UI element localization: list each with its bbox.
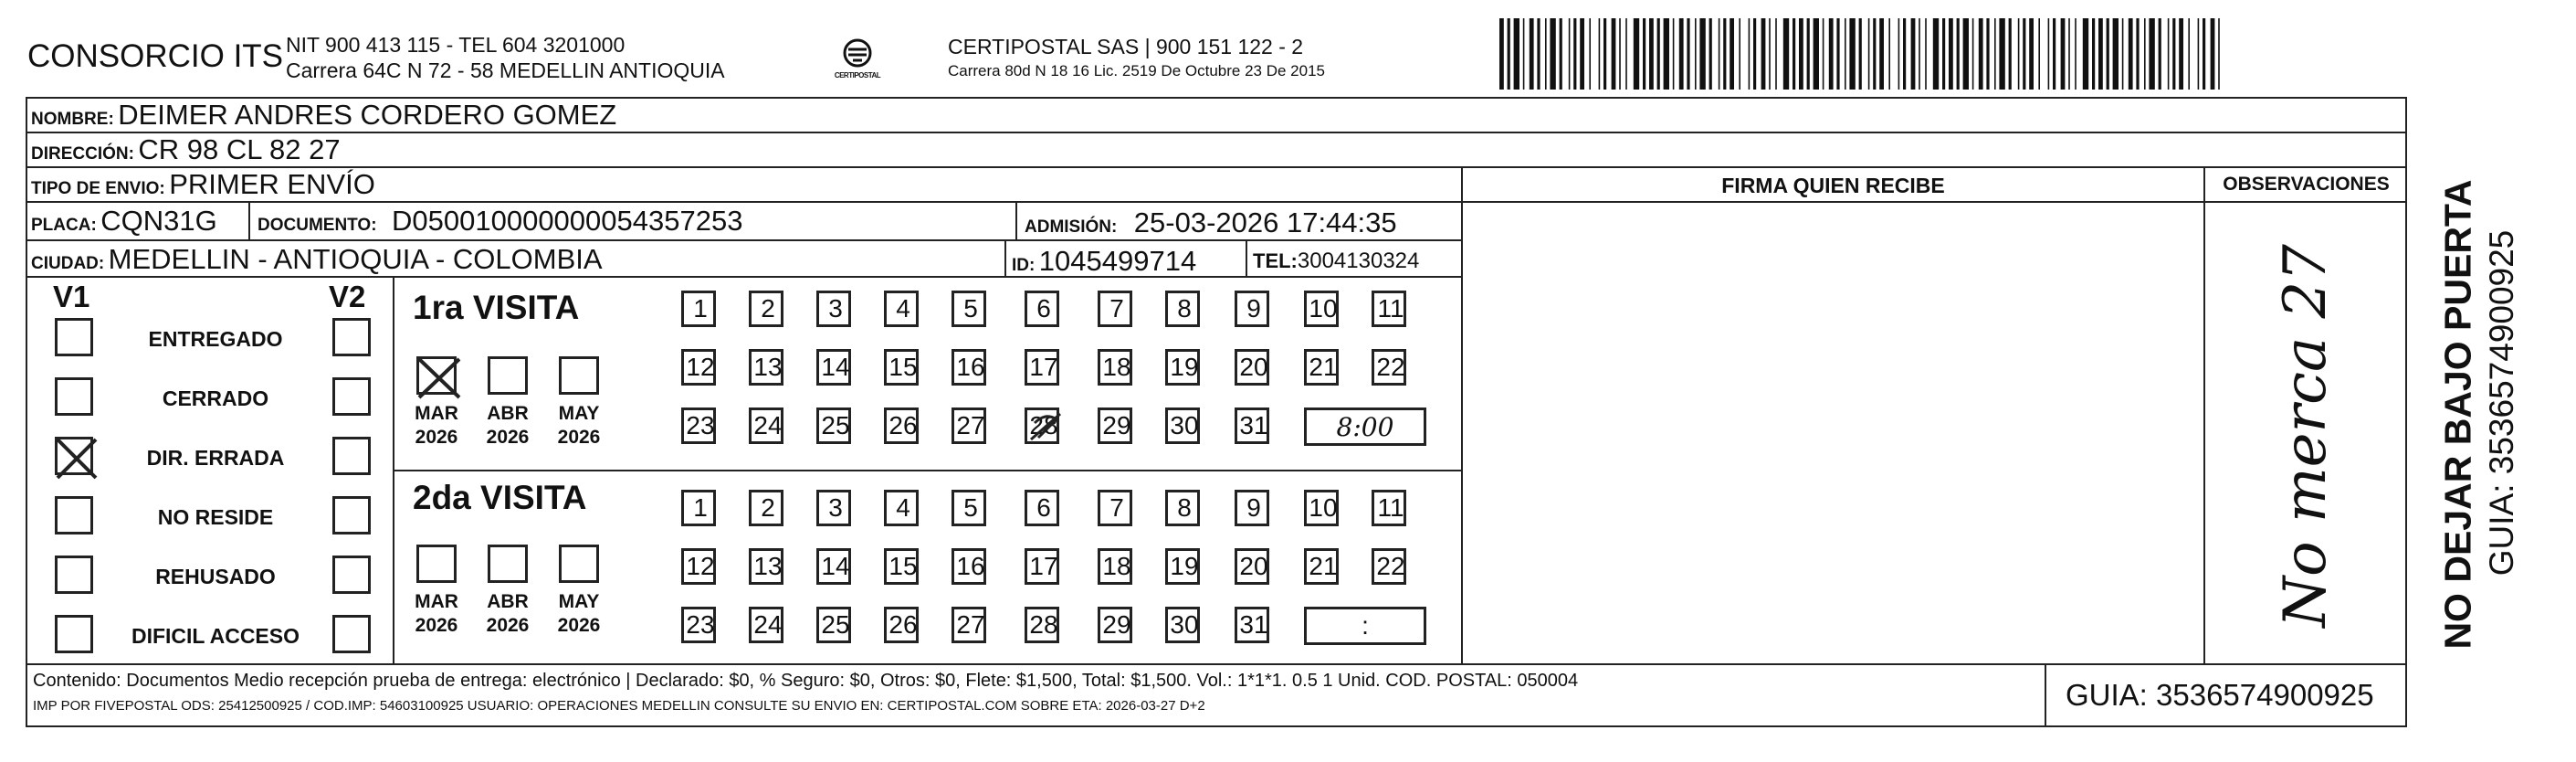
visita1-day-box[interactable]: 13 (749, 349, 783, 386)
visita1-day-box[interactable]: 5 (952, 291, 986, 327)
month-label: MAY 2026 (557, 403, 601, 448)
tel-label: TEL: (1253, 249, 1298, 272)
visita2-day-box[interactable]: 29 (1098, 607, 1132, 643)
visita1-day-box[interactable]: 18 (1098, 349, 1132, 386)
visita2-day-box[interactable]: 15 (884, 548, 919, 585)
visita1-day-box[interactable]: 26 (884, 407, 919, 444)
logo-text: CERTIPOSTAL (834, 71, 881, 79)
visita1-day-box[interactable]: 21 (1304, 349, 1339, 386)
visita2-day-box[interactable]: 31 (1235, 607, 1269, 643)
status-option-label: CERRADO (162, 386, 269, 410)
visita2-day-box[interactable]: 30 (1165, 607, 1200, 643)
footer-content: Contenido: Documentos Medio recepción prueba de entrega: electrónico | Declarado: $0, % Seguro: $0, Otros: $0, Flete: $1,500, Total: $1,500. Vol.: 1*1*1. 0.5 1 Unid. COD. POSTAL: 050004 (33, 671, 1579, 691)
visita2-month-checkbox[interactable] (488, 545, 528, 583)
month-label: MAY 2026 (557, 591, 601, 636)
id-label: ID: (1012, 256, 1036, 275)
company-nit: NIT 900 413 115 - TEL 604 3201000 (286, 33, 626, 57)
status-option-label: REHUSADO (155, 565, 276, 588)
footer-guia: GUIA: 3536574900925 (2066, 678, 2374, 712)
visita2-day-box[interactable]: 26 (884, 607, 919, 643)
tel-value: 3004130324 (1297, 249, 1420, 273)
v2-checkbox[interactable] (332, 377, 371, 416)
visita2-day-box[interactable]: 24 (749, 607, 783, 643)
visita2-hour-box[interactable]: : (1304, 607, 1426, 645)
firma-header: FIRMA QUIEN RECIBE (1721, 174, 1945, 197)
visita1-day-box[interactable]: 11 (1372, 291, 1406, 327)
visita1-day-box[interactable]: 22 (1372, 349, 1406, 386)
v1-checkbox[interactable] (55, 318, 93, 356)
visita2-day-box[interactable]: 5 (952, 490, 986, 526)
visita2-day-box[interactable]: 19 (1165, 548, 1200, 585)
v2-header: V2 (329, 280, 366, 313)
v2-checkbox[interactable] (332, 496, 371, 534)
nombre-value: DEIMER ANDRES CORDERO GOMEZ (118, 99, 617, 131)
visita2-day-box[interactable]: 14 (816, 548, 851, 585)
visita2-day-box[interactable]: 20 (1235, 548, 1269, 585)
visita2-day-box[interactable]: 13 (749, 548, 783, 585)
ciudad-label: CIUDAD: (31, 254, 105, 273)
month-label: MAR 2026 (415, 591, 458, 636)
visita2-month-checkbox[interactable] (416, 545, 457, 583)
v1-checkbox[interactable] (55, 437, 93, 475)
direccion-value: CR 98 CL 82 27 (138, 133, 341, 165)
documento-value: D050010000000054357253 (392, 205, 743, 237)
visita2-day-box[interactable]: 25 (816, 607, 851, 643)
visita1-day-box[interactable]: 15 (884, 349, 919, 386)
visita1-day-box[interactable]: 25 (816, 407, 851, 444)
visita1-day-box[interactable]: 8 (1165, 291, 1200, 327)
visita1-day-box[interactable]: 20 (1235, 349, 1269, 386)
tipo-envio-value: PRIMER ENVÍO (169, 168, 375, 200)
observaciones-handwriting: No merca 27 (2272, 244, 2339, 628)
visita1-day-box[interactable]: 28 (1025, 407, 1059, 444)
visita2-day-box[interactable]: 2 (749, 490, 783, 526)
visita1-day-box[interactable]: 19 (1165, 349, 1200, 386)
visita2-day-box[interactable]: 22 (1372, 548, 1406, 585)
visita1-day-box[interactable]: 2 (749, 291, 783, 327)
visita1-day-box[interactable]: 3 (816, 291, 851, 327)
visita2-day-box[interactable]: 27 (952, 607, 986, 643)
postal-company: CERTIPOSTAL SAS | 900 151 122 - 2 (948, 35, 1304, 58)
visita2-day-box[interactable]: 23 (681, 607, 716, 643)
visita1-month-checkbox[interactable] (559, 356, 599, 395)
month-label: ABR 2026 (486, 591, 530, 636)
visita2-day-box[interactable]: 1 (681, 490, 716, 526)
v1-checkbox[interactable] (55, 496, 93, 534)
visita2-day-box[interactable]: 11 (1372, 490, 1406, 526)
visita2-title: 2da VISITA (413, 479, 587, 516)
visita1-day-box[interactable]: 12 (681, 349, 716, 386)
visita1-day-box[interactable]: 30 (1165, 407, 1200, 444)
scribble-mark-icon (1025, 407, 1066, 447)
visita1-day-box[interactable]: 17 (1025, 349, 1059, 386)
status-option-label: DIR. ERRADA (146, 446, 285, 470)
visita2-day-box[interactable]: 10 (1304, 490, 1339, 526)
id-value: 1045499714 (1038, 245, 1197, 277)
v1-header: V1 (53, 280, 90, 313)
visita1-day-box[interactable]: 14 (816, 349, 851, 386)
month-label: ABR 2026 (486, 403, 530, 448)
status-option-label: DIFICIL ACCESO (131, 624, 300, 648)
v1-checkbox[interactable] (55, 556, 93, 594)
visita1-month-checkbox[interactable] (488, 356, 528, 395)
visita2-day-box[interactable]: 7 (1098, 490, 1132, 526)
visita2-day-box[interactable]: 12 (681, 548, 716, 585)
visita1-month-checkbox[interactable] (416, 356, 457, 395)
visita2-day-box[interactable]: 21 (1304, 548, 1339, 585)
company-name: CONSORCIO ITS (27, 38, 284, 74)
visita2-day-box[interactable]: 6 (1025, 490, 1059, 526)
x-mark-icon (415, 355, 465, 403)
v2-checkbox[interactable] (332, 615, 371, 653)
placa-value: CQN31G (100, 205, 217, 237)
visita1-day-box[interactable]: 23 (681, 407, 716, 444)
observaciones-header: OBSERVACIONES (2223, 174, 2390, 195)
documento-label: DOCUMENTO: (258, 216, 377, 235)
placa-label: PLACA: (31, 216, 97, 235)
visita1-day-box[interactable]: 29 (1098, 407, 1132, 444)
visita2-day-box[interactable]: 4 (884, 490, 919, 526)
company-address: Carrera 64C N 72 - 58 MEDELLIN ANTIOQUIA (286, 58, 725, 82)
visita2-day-box[interactable]: 9 (1235, 490, 1269, 526)
ciudad-value: MEDELLIN - ANTIOQUIA - COLOMBIA (108, 243, 603, 275)
postal-license: Carrera 80d N 18 16 Lic. 2519 De Octubre 23 De 2015 (948, 62, 1325, 79)
visita1-hour-box[interactable]: 8:00 (1304, 407, 1426, 446)
visita1-day-box[interactable]: 31 (1235, 407, 1269, 444)
admision-label: ADMISIÓN: (1025, 217, 1118, 237)
visita1-day-box[interactable]: 7 (1098, 291, 1132, 327)
month-label: MAR 2026 (415, 403, 458, 448)
visita1-day-box[interactable]: 27 (952, 407, 986, 444)
visita2-day-box[interactable]: 17 (1025, 548, 1059, 585)
visita2-day-box[interactable]: 18 (1098, 548, 1132, 585)
footer-print-info: IMP POR FIVEPOSTAL ODS: 25412500925 / COD.IMP: 54603100925 USUARIO: OPERACIONES MEDELLIN CONSULTE SU ENVIO EN: CERTIPOSTAL.COM SOBRE ETA: 2026-03-27 D+2 (33, 698, 1205, 714)
barcode-icon (1498, 18, 2228, 90)
visita1-day-box[interactable]: 16 (952, 349, 986, 386)
v2-checkbox[interactable] (332, 556, 371, 594)
visita1-day-box[interactable]: 9 (1235, 291, 1269, 327)
nombre-label: NOMBRE: (31, 110, 114, 129)
side-guia: GUIA: 3536574900925 (2483, 229, 2520, 577)
v2-checkbox[interactable] (332, 437, 371, 475)
status-option-label: ENTREGADO (148, 327, 283, 351)
visita2-month-checkbox[interactable] (559, 545, 599, 583)
visita1-day-box[interactable]: 6 (1025, 291, 1059, 327)
visita2-day-box[interactable]: 16 (952, 548, 986, 585)
certipostal-logo (833, 35, 882, 84)
no-dejar-bajo-puerta: NO DEJAR BAJO PUERTA (2436, 179, 2479, 650)
x-mark-icon (54, 436, 101, 483)
visita1-day-box[interactable]: 10 (1304, 291, 1339, 327)
visita1-title: 1ra VISITA (413, 289, 580, 326)
admision-value: 25-03-2026 17:44:35 (1133, 206, 1397, 238)
status-option-label: NO RESIDE (157, 505, 274, 529)
visita1-day-box[interactable]: 1 (681, 291, 716, 327)
direccion-label: DIRECCIÓN: (31, 144, 134, 164)
visita2-day-box[interactable]: 3 (816, 490, 851, 526)
v1-checkbox[interactable] (55, 377, 93, 416)
v1-checkbox[interactable] (55, 615, 93, 653)
visita2-day-box[interactable]: 8 (1165, 490, 1200, 526)
tipo-envio-label: TIPO DE ENVIO: (31, 179, 165, 198)
visita1-day-box[interactable]: 24 (749, 407, 783, 444)
v2-checkbox[interactable] (332, 318, 371, 356)
visita2-day-box[interactable]: 28 (1025, 607, 1059, 643)
visita1-day-box[interactable]: 4 (884, 291, 919, 327)
